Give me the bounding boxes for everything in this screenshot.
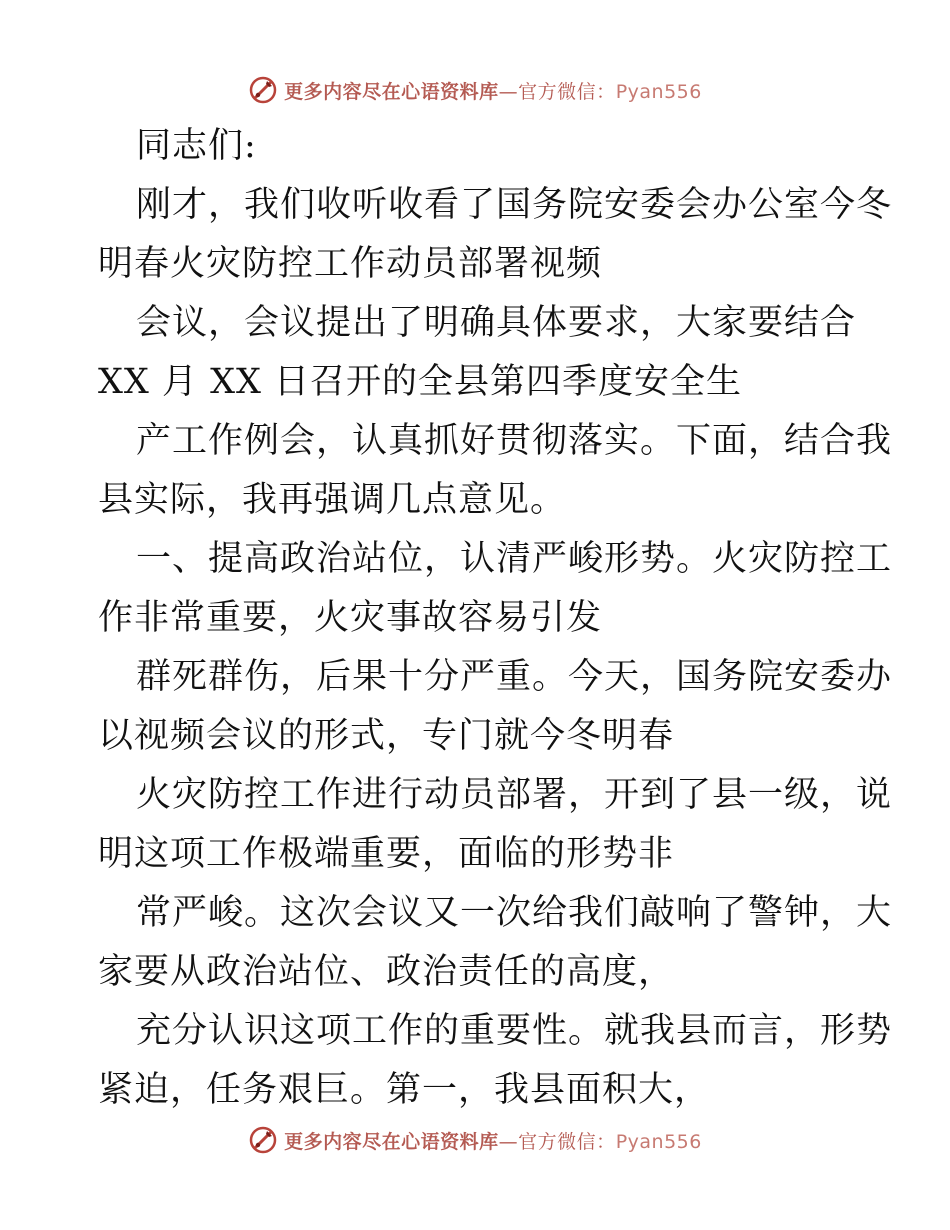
- logo-icon: [248, 75, 278, 105]
- text-line: 会议，会议提出了明确具体要求，大家要结合: [136, 303, 857, 343]
- header-watermark: [0, 70, 950, 110]
- watermark-text: 更多内容尽在心语资料库—官方微信：Pyan556: [284, 80, 702, 103]
- text-line: 明春火灾防控工作动员部署视频: [98, 244, 603, 284]
- text-line: 以视频会议的形式，专门就今冬明春: [98, 716, 675, 756]
- text-line: 火灾防控工作进行动员部署，开到了县一级，说: [136, 775, 893, 815]
- text-line: 紧迫，任务艰巨。第一，我县面积大，: [98, 1070, 711, 1110]
- text-line: 同志们:: [136, 126, 257, 166]
- text-line: 常严峻。这次会议又一次给我们敲响了警钟，大: [136, 893, 893, 933]
- text-line: 一、提高政治站位，认清严峻形势。火灾防控工: [136, 539, 893, 579]
- text-line: 明这项工作极端重要，面临的形势非: [98, 834, 675, 874]
- text-line: 充分认识这项工作的重要性。就我县而言，形势: [136, 1011, 893, 1051]
- text-line: 刚才，我们收听收看了国务院安委会办公室今冬: [136, 185, 893, 225]
- footer-watermark: [0, 1120, 950, 1160]
- text-line: 家要从政治站位、政治责任的高度，: [98, 952, 675, 992]
- document-body: [98, 117, 893, 1120]
- text-line: 群死群伤，后果十分严重。今天，国务院安委办: [136, 657, 893, 697]
- logo-icon: [248, 1125, 278, 1155]
- text-line: 产工作例会，认真抓好贯彻落实。下面，结合我: [136, 421, 893, 461]
- text-line: 作非常重要，火灾事故容易引发: [98, 598, 603, 638]
- text-line: XX 月 XX 日召开的全县第四季度安全生: [98, 362, 743, 402]
- watermark-text: 更多内容尽在心语资料库—官方微信：Pyan556: [284, 1130, 702, 1153]
- text-line: 县实际，我再强调几点意见。: [98, 480, 567, 520]
